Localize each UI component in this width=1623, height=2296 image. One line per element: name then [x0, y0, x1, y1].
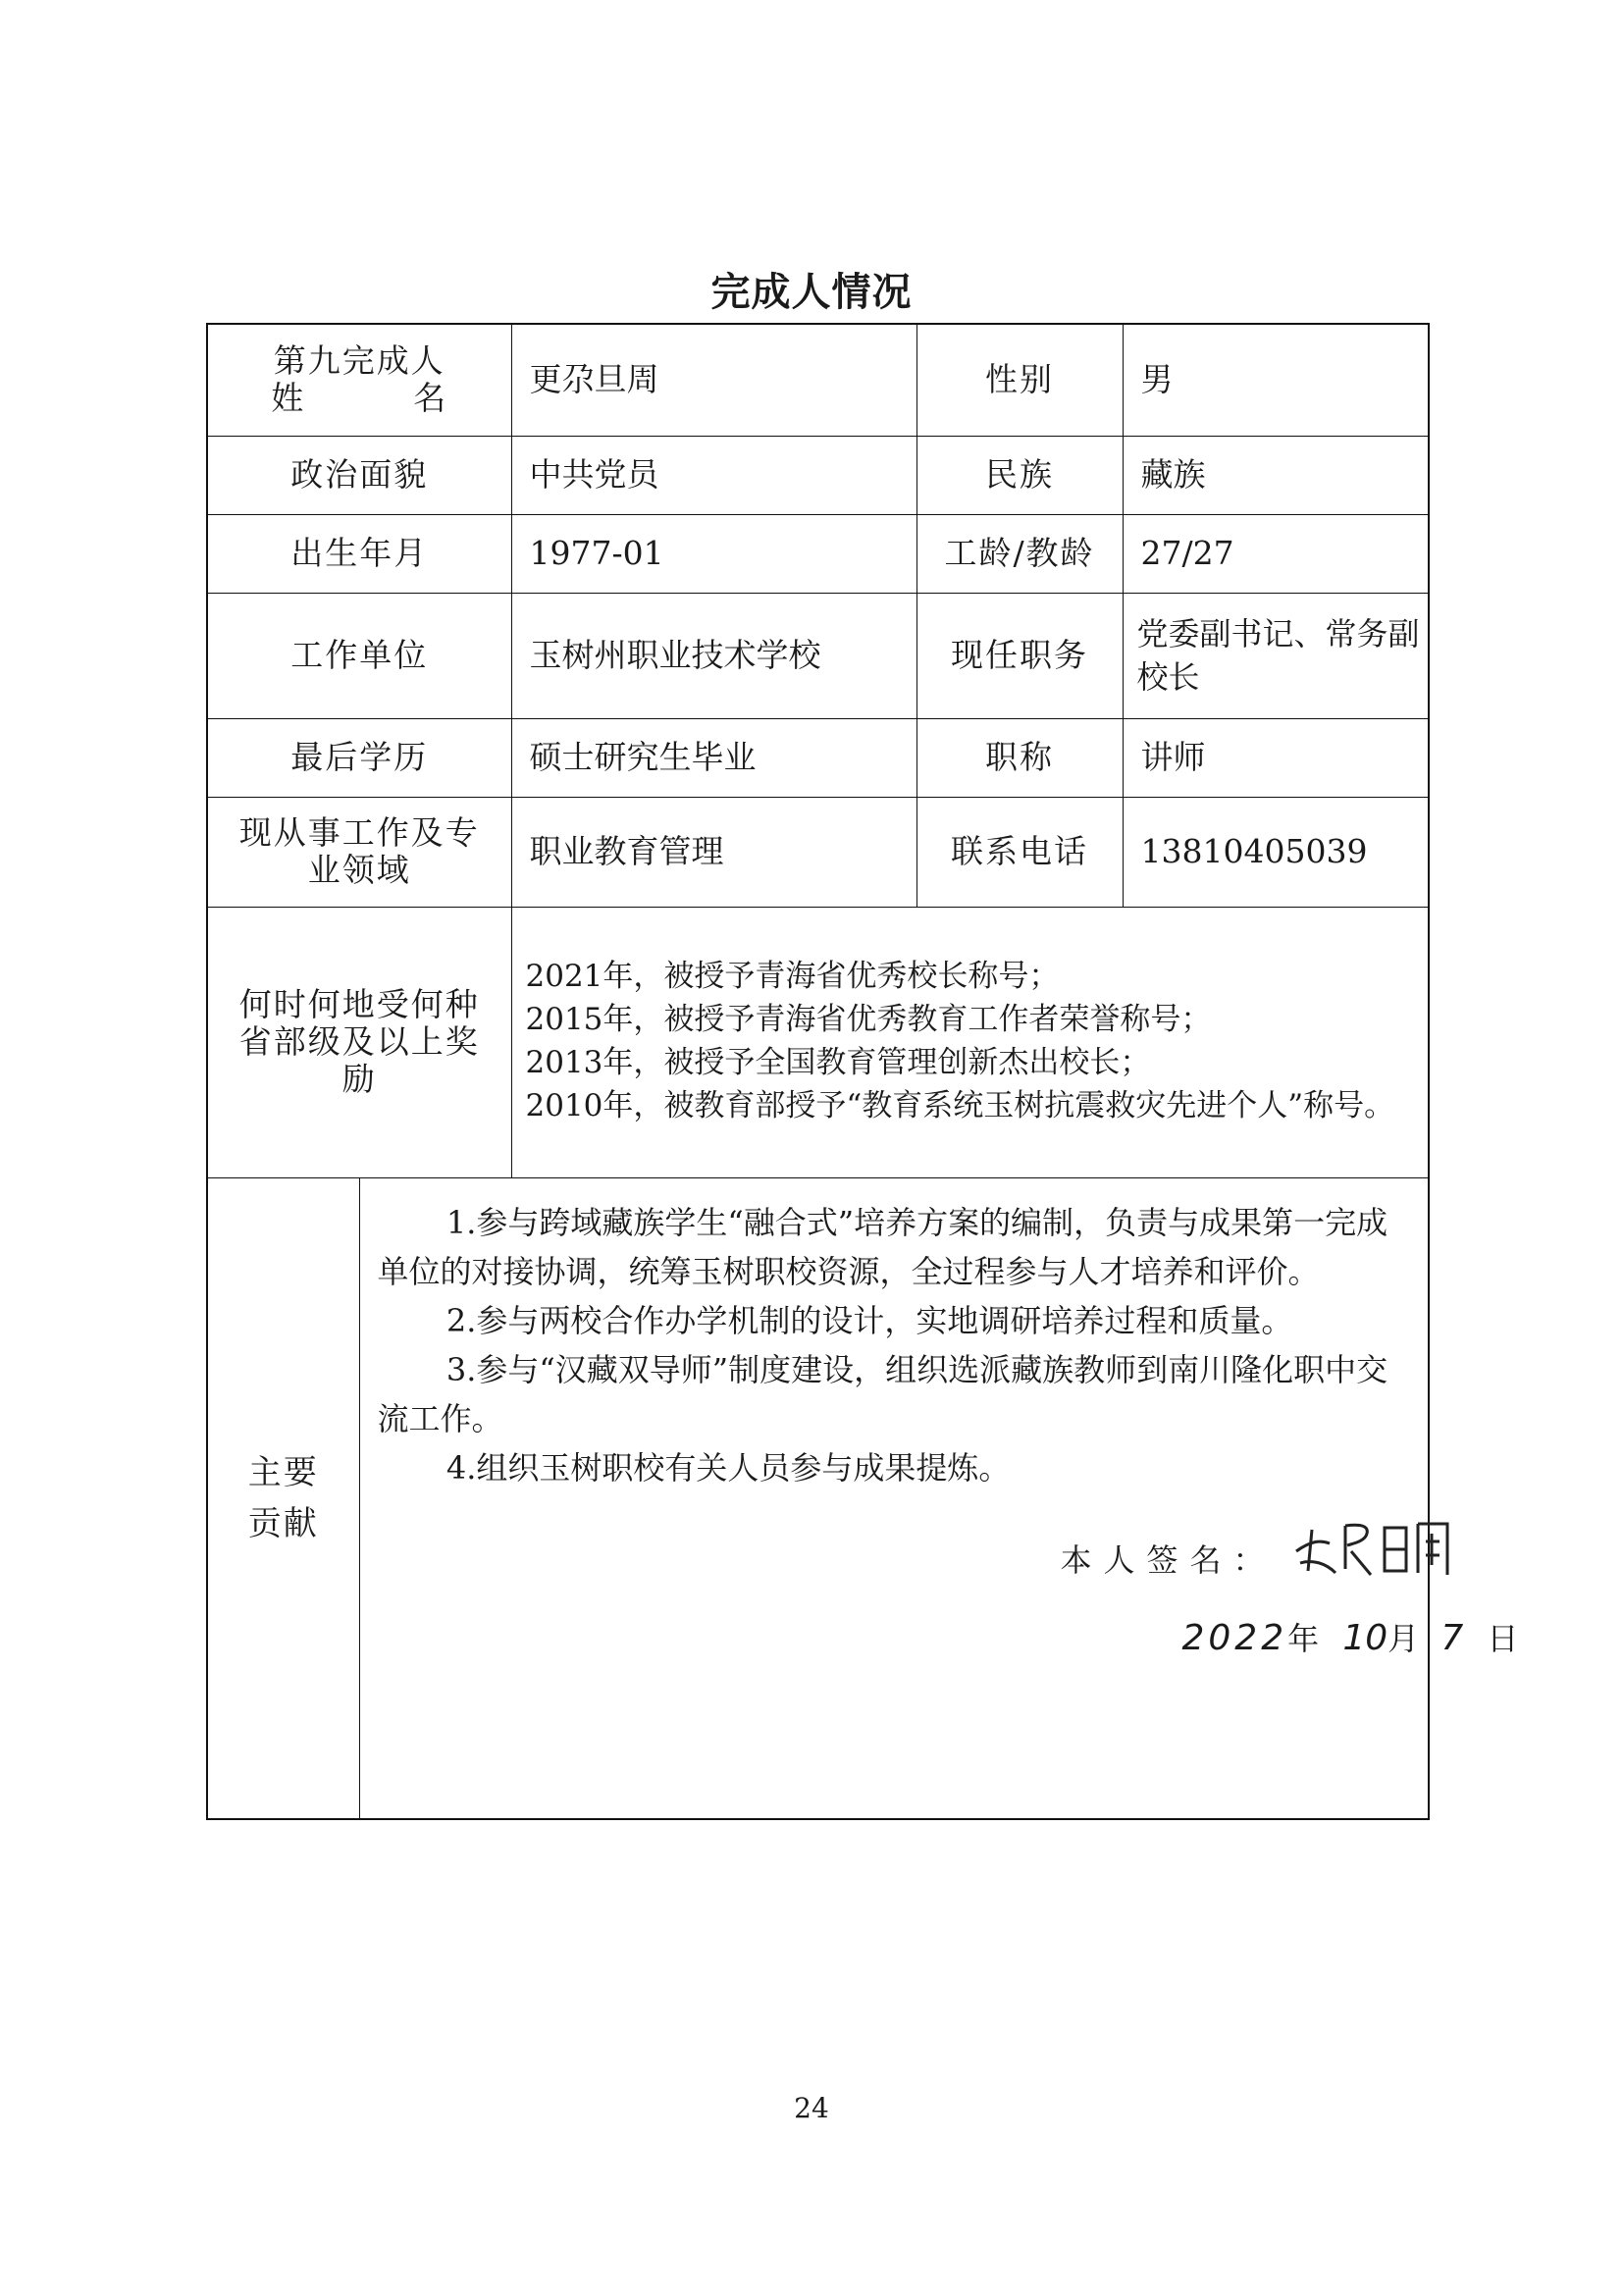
contribution-body — [359, 1177, 1519, 1819]
name-label-char1: 姓 — [271, 379, 306, 418]
ethnicity-label: 民族 — [916, 436, 1123, 514]
table-row — [207, 324, 1429, 436]
seniority-label: 工龄/教龄 — [916, 514, 1123, 593]
award-item: 2021年，被授予青海省优秀校长称号； — [525, 959, 1060, 994]
signature-label: 本人签名： — [1060, 1540, 1277, 1579]
contribution-label-text: 主要贡献 — [247, 1452, 319, 1543]
handwritten-signature — [1290, 1512, 1457, 1583]
table-row — [207, 436, 1429, 514]
gender-value: 男 — [1123, 324, 1429, 436]
signature-date — [1182, 1614, 1519, 1663]
education-value: 硕士研究生毕业 — [511, 718, 916, 797]
name-label-line2 — [271, 380, 447, 417]
birth-value: 1977-01 — [511, 514, 916, 593]
page-number: 24 — [794, 2092, 829, 2124]
award-item: 2015年，被授予青海省优秀教育工作者荣誉称号； — [525, 1002, 1212, 1037]
unit-value: 玉树州职业技术学校 — [511, 593, 916, 718]
name-label-char2: 名 — [413, 379, 448, 418]
position-value: 党委副书记、常务副校长 — [1123, 593, 1429, 718]
field-label: 现从事工作及专业领域 — [207, 797, 511, 907]
table-row — [207, 593, 1429, 718]
personnel-info-table — [206, 323, 1519, 1820]
contribution-label — [207, 1177, 359, 1819]
politics-value: 中共党员 — [511, 436, 916, 514]
table-row — [207, 797, 1429, 907]
date-day: 7 — [1440, 1617, 1464, 1658]
date-year: 2022 — [1181, 1617, 1288, 1658]
date-year-unit: 年 — [1287, 1619, 1320, 1657]
table-row — [207, 514, 1429, 593]
contribution-item: 1.参与跨域藏族学生“融合式”培养方案的编制，负责与成果第一完成单位的对接协调，统筹玉树职校资源，全过程参与人才培养和评价。 — [377, 1203, 1388, 1290]
contribution-item: 3.参与“汉藏双导师”制度建设，组织选派藏族教师到南川隆化职中交流工作。 — [377, 1350, 1388, 1437]
contribution-item: 4.组织玉树职校有关人员参与成果提炼。 — [445, 1448, 1011, 1487]
seniority-value: 27/27 — [1123, 514, 1429, 593]
title-value: 讲师 — [1123, 718, 1429, 797]
page-title: 完成人情况 — [710, 270, 913, 315]
name-label — [207, 324, 511, 436]
date-month: 10 — [1342, 1617, 1388, 1658]
table-row — [207, 718, 1429, 797]
signature-block — [378, 1492, 1519, 1698]
table-row — [207, 1177, 1429, 1819]
contribution-item: 2.参与两校合作办学机制的设计，实地调研培养过程和质量。 — [445, 1301, 1293, 1339]
name-label-line1: 第九完成人 — [273, 341, 445, 381]
award-item: 2010年，被教育部授予“教育系统玉树抗震救灾先进个人”称号。 — [525, 1088, 1395, 1123]
title-label: 职称 — [916, 718, 1123, 797]
awards-label: 何时何地受何种省部级及以上奖励 — [207, 907, 511, 1177]
phone-value: 13810405039 — [1123, 797, 1429, 907]
phone-label: 联系电话 — [916, 797, 1123, 907]
award-item: 2013年，被授予全国教育管理创新杰出校长； — [525, 1045, 1151, 1080]
field-value: 职业教育管理 — [511, 797, 916, 907]
education-label: 最后学历 — [207, 718, 511, 797]
table-row — [207, 907, 1429, 1177]
awards-list — [511, 907, 1429, 1177]
ethnicity-value: 藏族 — [1123, 436, 1429, 514]
politics-label: 政治面貌 — [207, 436, 511, 514]
birth-label: 出生年月 — [207, 514, 511, 593]
date-month-unit: 月 — [1387, 1619, 1420, 1657]
position-label: 现任职务 — [916, 593, 1123, 718]
name-value: 更尕旦周 — [511, 324, 916, 436]
gender-label: 性别 — [916, 324, 1123, 436]
date-day-unit: 日 — [1487, 1619, 1519, 1657]
unit-label: 工作单位 — [207, 593, 511, 718]
